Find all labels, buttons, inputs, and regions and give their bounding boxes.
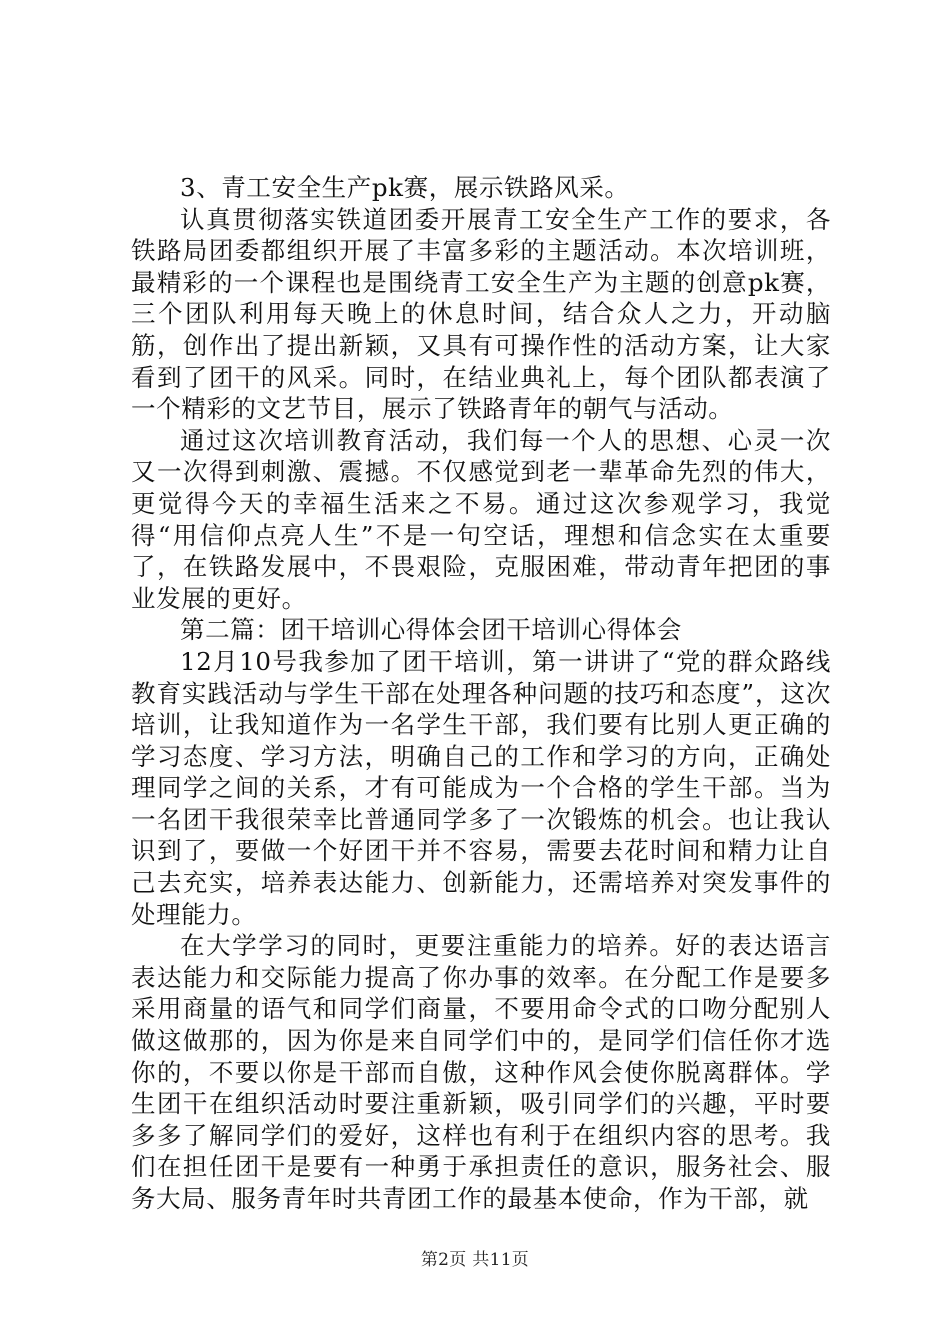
- page-number-footer: 第2页 共11页: [420, 1250, 530, 1270]
- paragraph: 认真贯彻落实铁道团委开展青工安全生产工作的要求，各铁路局团委都组织开展了丰富多彩的主题活动。本次培训班，最精彩的一个课程也是围绕青工安全生产为主题的创意pk赛，三个团队利用每天晚上的休息时间，结合众人之力，开动脑筋，创作出了提出新颖，又具有可操作性的活动方案，让大家看到了团干的风采。同时，在结业典礼上，每个团队都表演了一个精彩的文艺节目，展示了铁路青年的朝气与活动。: [131, 204, 831, 424]
- document-body: [131, 172, 831, 1215]
- paragraph-section-heading-3: 3、青工安全生产pk赛，展示铁路风采。: [180, 173, 630, 202]
- paragraph: 在大学学习的同时，更要注重能力的培养。好的表达语言表达能力和交际能力提高了你办事的效率。在分配工作是要多采用商量的语气和同学们商量，不要用命令式的口吻分配别人做这做那的，因为你是来自同学们中的，是同学们信任你才选你的，不要以你是干部而自傲，这种作风会使你脱离群体。学生团干在组织活动时要注重新颖，吸引同学们的兴趣，平时要多多了解同学们的爱好，这样也有利于在组织内容的思考。我们在担任团干是要有一种勇于承担责任的意识，服务社会、服务大局、服务青年时共青团工作的最基本使命，作为干部，就: [131, 931, 831, 1213]
- chapter-heading: 第二篇：团干培训心得体会团干培训心得体会: [180, 615, 682, 645]
- paragraph: 通过这次培训教育活动，我们每一个人的思想、心灵一次又一次得到刺激、震撼。不仅感觉到老一辈革命先烈的伟大，更觉得今天的幸福生活来之不易。通过这次参观学习，我觉得“用信仰点亮人生”不是一句空话，理想和信念实在太重要了，在铁路发展中，不畏艰险，克服困难，带动青年把团的事业发展的更好。: [131, 425, 831, 613]
- paragraph: 12月10号我参加了团干培训，第一讲讲了“党的群众路线教育实践活动与学生干部在处理各种问题的技巧和态度”，这次培训，让我知道作为一名学生干部，我们要有比别人更正确的学习态度、学习方法，明确自己的工作和学习的方向，正确处理同学之间的关系，才有可能成为一个合格的学生干部。当为一名团干我很荣幸比普通同学多了一次锻炼的机会。也让我认识到了，要做一个好团干并不容易，需要去花时间和精力让自己去充实，培养表达能力、创新能力，还需培养对突发事件的处理能力。: [131, 646, 831, 929]
